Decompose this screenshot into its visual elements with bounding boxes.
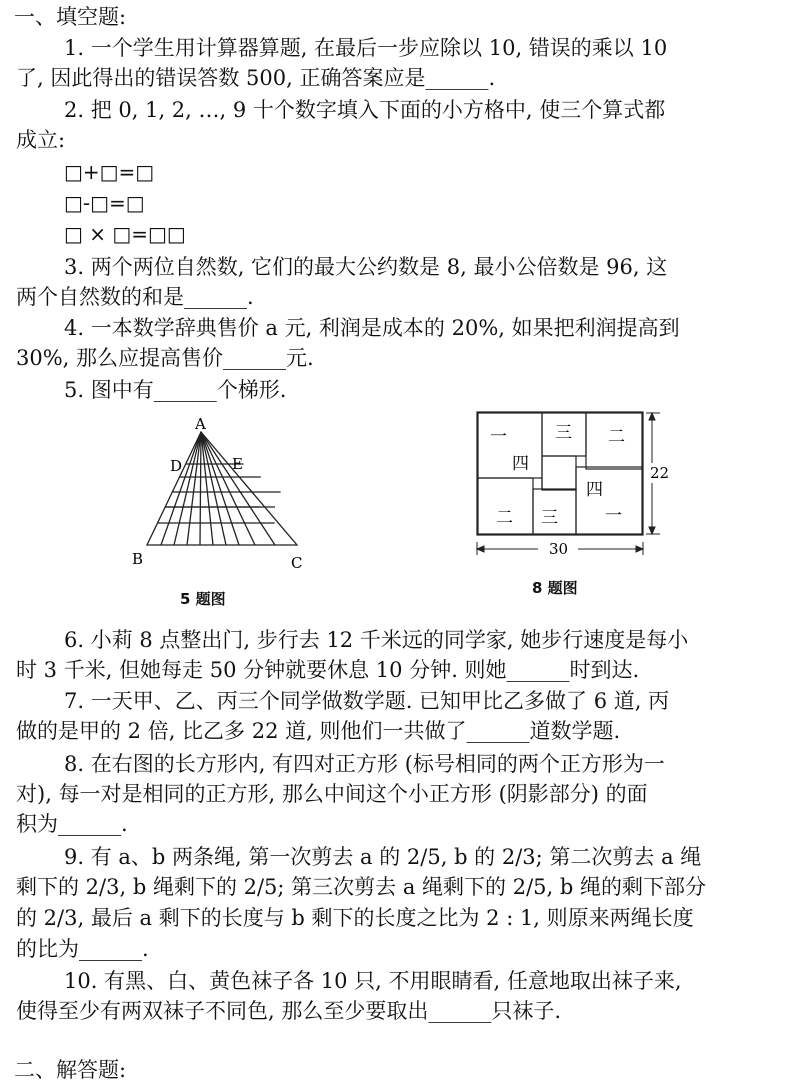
q5-line1: 5. 图中有______个梯形. (64, 378, 287, 402)
square-1b-label: 一 (605, 506, 622, 526)
section2-title: 二、解答题: (14, 1058, 127, 1082)
q2-equation-1: □+□=□ (64, 160, 155, 184)
figure-8-caption: 8 题图 (532, 579, 578, 597)
q9-line2: 剩下的 2/3, b 绳剩下的 2/5; 第三次剪去 a 绳剩下的 2/5, b 绳的剩下部分 (16, 875, 706, 899)
q7-line1: 7. 一天甲、乙、丙三个同学做数学题. 已知甲比乙多做了 6 道, 丙 (64, 689, 670, 713)
q4-line1: 4. 一本数学辞典售价 a 元, 利润是成本的 20%, 如果把利润提高到 (64, 316, 680, 340)
square-3a-label: 三 (555, 423, 572, 443)
q10-line2: 使得至少有两双袜子不同色, 那么至少要取出______只袜子. (16, 999, 562, 1023)
q3-line2: 两个自然数的和是______. (16, 285, 254, 309)
vertex-a-label: A (195, 415, 206, 433)
figure-5-caption: 5 题图 (180, 590, 226, 608)
q4-line2: 30%, 那么应提高售价______元. (16, 346, 314, 370)
q1-line2: 了, 因此得出的错误答数 500, 正确答案应是______. (16, 66, 496, 90)
square-2a-label: 二 (608, 427, 625, 447)
square-1a-label: 一 (490, 427, 507, 447)
q6-line1: 6. 小莉 8 点整出门, 步行去 12 千米远的同学家, 她步行速度是每小 (64, 628, 689, 652)
q1-line1: 1. 一个学生用计算器算题, 在最后一步应除以 10, 错误的乘以 10 (64, 36, 668, 60)
q9-line1: 9. 有 a、b 两条绳, 第一次剪去 a 的 2/5, b 的 2/3; 第二次剪去 a 绳 (64, 845, 702, 869)
q7-line2: 做的是甲的 2 倍, 比乙多 22 道, 则他们一共做了______道数学题. (16, 719, 621, 743)
square-3b-label: 三 (541, 508, 558, 528)
point-e-label: E (232, 455, 243, 473)
q8-line2: 对), 每一对是相同的正方形, 那么中间这个小正方形 (阴影部分) 的面 (16, 782, 648, 806)
q2-line2: 成立: (16, 128, 66, 152)
width-30-label: 30 (549, 540, 569, 558)
q3-line1: 3. 两个两位自然数, 它们的最大公约数是 8, 最小公倍数是 96, 这 (64, 255, 668, 279)
q9-line4: 的比为______. (16, 937, 149, 961)
q9-line3: 的 2/3, 最后 a 剩下的长度与 b 剩下的长度之比为 2 : 1, 则原来两绳长度 (16, 906, 694, 930)
q6-line2: 时 3 千米, 但她每走 50 分钟就要休息 10 分钟. 则她______时到达. (16, 658, 640, 682)
square-4a-label: 四 (512, 454, 529, 474)
section1-title: 一、填空题: (14, 5, 127, 29)
square-4b-label: 四 (586, 480, 603, 500)
q2-equation-3: □ × □=□□ (64, 222, 186, 246)
figure-5-triangle (125, 415, 320, 575)
q8-line1: 8. 在右图的长方形内, 有四对正方形 (标号相同的两个正方形为一 (64, 752, 665, 776)
q10-line1: 10. 有黑、白、黄色袜子各 10 只, 不用眼睛看, 任意地取出袜子来, (64, 969, 682, 993)
figure-8-rectangle (470, 405, 680, 565)
q2-line1: 2. 把 0, 1, 2, …, 9 十个数字填入下面的小方格中, 使三个算式都 (64, 98, 666, 122)
q2-equation-2: □-□=□ (64, 191, 145, 215)
height-22-label: 22 (650, 464, 670, 482)
vertex-c-label: C (291, 554, 303, 572)
point-d-label: D (170, 457, 183, 475)
square-2b-label: 二 (496, 508, 513, 528)
vertex-b-label: B (132, 550, 144, 568)
q8-line3: 积为______. (16, 812, 128, 836)
